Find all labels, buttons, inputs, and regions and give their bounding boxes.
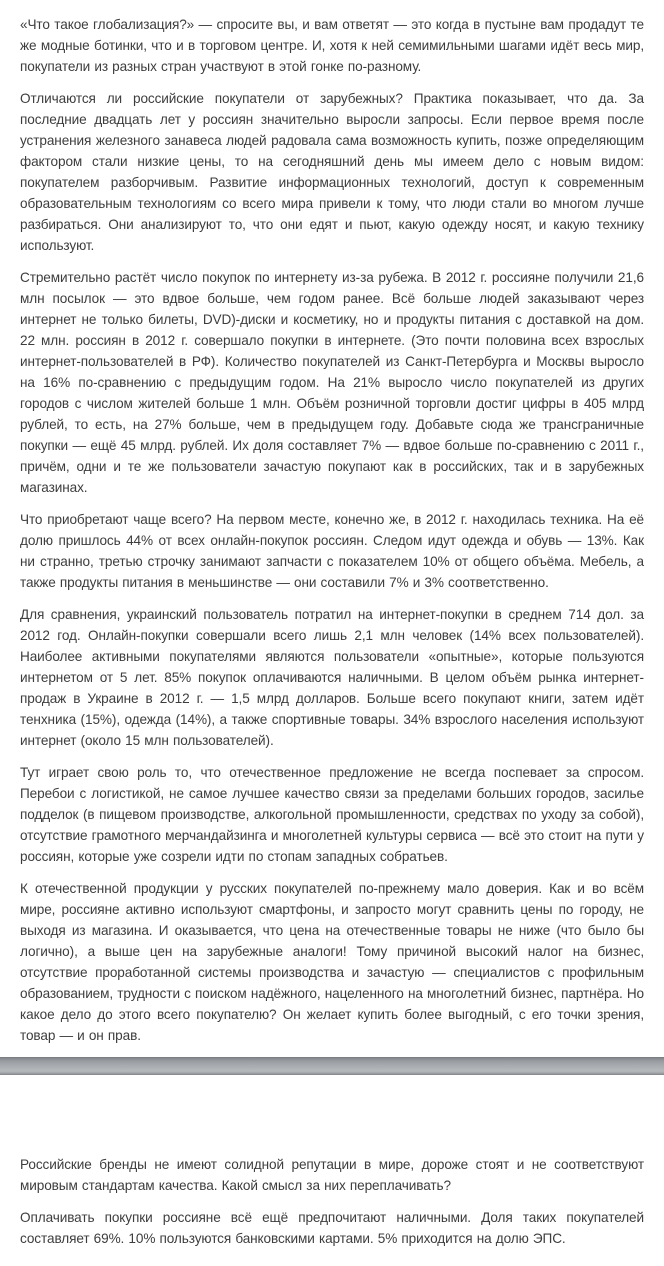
paragraph-top-purchases-2012: Что приобретают чаще всего? На первом месте, конечно же, в 2012 г. находилась техника. На её долю пришлось 44% от всех онлайн-покупок россиян. Следом идут одежда и обувь — 13%. Как ни странно, третью строчку занимают запчасти с показателем 10% от общего объёма. Мебель, а также продукты питания в меньшинстве — они составили 7% и 3% соответственно. <box>20 512 644 590</box>
paragraph-domestic-products-trust: К отечественной продукции у русских покупателей по-прежнему мало доверия. Как и во всём мире, россияне активно используют смартфоны, и запросто могут сравнить цены по городу, не выходя из магазина. И оказывается, что цена на отечественные товары не ниже (что было бы логично), а выше цен на зарубежные аналоги! Тому причиной высокий налог на бизнес, отсутствие проработанной системы производства и зачастую — специалистов с профильным образованием, трудности с поиском надёжного, нацеленного на многолетний бизнес, партнёра. Но какое дело до этого всего покупателю? Он желает купить более выгодный, с его точки зрения, товар — и он прав. <box>20 881 644 1043</box>
paragraph-ukraine-comparison: Для сравнения, украинский пользователь потратил на интернет-покупки в среднем 714 дол. за 2012 год. Онлайн-покупки совершали всего лишь 2,1 млн человек (14% всех пользователей). Наиболее активными покупателями являются пользователи «опытные», которые пользуются интернетом от 5 лет. 85% покупок оплачиваются наличными. В целом объём рынка интернет-продаж в Украине в 2012 г. — 1,5 млрд долларов. Больше всего покупают книги, затем идёт тенхника (15%), одежда (14%), а также спортивные товары. 34% взрослого населения используют интернет (около 15 млн пользователей). <box>20 607 644 748</box>
paragraph-payment-methods: Оплачивать покупки россияне всё ещё предпочитают наличными. Доля таких покупателей составляет 69%. 10% пользуются банковскими картами. 5% приходится на долю ЭПС. <box>20 1210 644 1246</box>
paragraph-internet-purchases-growth: Стремительно растёт число покупок по интернету из-за рубежа. В 2012 г. россияне получили 21,6 млн посылок — это вдвое больше, чем годом ранее. Всё больше людей заказывают через интернет не только билеты, DVD)-диски и косметику, но и продукты питания с доставкой на дом. 22 млн. россиян в 2012 г. совершало покупки в интернете. (Это почти половина всех взрослых интернет-пользователей в РФ). Количество покупателей из Санкт-Петербурга и Москвы выросло на 16% по-сравнению с предыдущим годом. На 21% выросло число покупателей из других городов с числом жителей больше 1 млн. Объём розничной торговли достиг цифры в 405 млрд рублей, то есть, на 27% больше, чем в предыдущем году. Добавьте сюда же трансграничные покупки — ещё 45 млрд. рублей. Их доля составляет 7% — вдвое больше по-сравнению с 2011 г., причём, одни и те же пользователи зачастую покупают как в российских, так и в зарубежных магазинах. <box>20 270 644 495</box>
document-page-2 <box>0 1075 664 1249</box>
paragraph-russian-brands-reputation: Российские бренды не имеют солидной репутации в мире, дороже стоят и не соответствуют мировым стандартам качества. Какой смысл за них переплачивать? <box>20 1157 644 1193</box>
paragraph-globalization-intro: «Что такое глобализация?» — спросите вы, и вам ответят — это когда в пустыне вам продадут те же модные ботинки, что и в торговом центре. И, хотя к ней семимильными шагами идёт весь мир, покупатели из разных стран участвуют в этой гонке по-разному. <box>20 17 644 74</box>
paragraph-russian-buyers-difference: Отличаются ли российские покупатели от зарубежных? Практика показывает, что да. За последние двадцать лет у россиян значительно выросли запросы. Если первое время после устранения железного занавеса людей радовала сама возможность купить, позже определяющим фактором стали низкие цены, то на сегодняшний день мы имеем дело с новым видом: покупателем разборчивым. Развитие информационных технологий, доступ к современным образовательным технологиям со всего мира привели к тому, что люди стали во многом лучше разбираться. Они анализируют то, что они едят и пьют, какую одежду носят, и какую технику используют. <box>20 91 644 253</box>
paragraph-domestic-supply-problems: Тут играет свою роль то, что отечественное предложение не всегда поспевает за спросом. Перебои с логистикой, не самое лучшее качество связи за пределами больших городов, засилье подделок (в пищевом производстве, алкогольной промышленности, средствах по уходу за собой), отсутствие грамотного мерчандайзинга и многолетней культуры сервиса — всё это стоит на пути у россиян, которые уже созрели идти по стопам западных собратьев. <box>20 765 644 864</box>
page-break-separator <box>0 1057 664 1075</box>
